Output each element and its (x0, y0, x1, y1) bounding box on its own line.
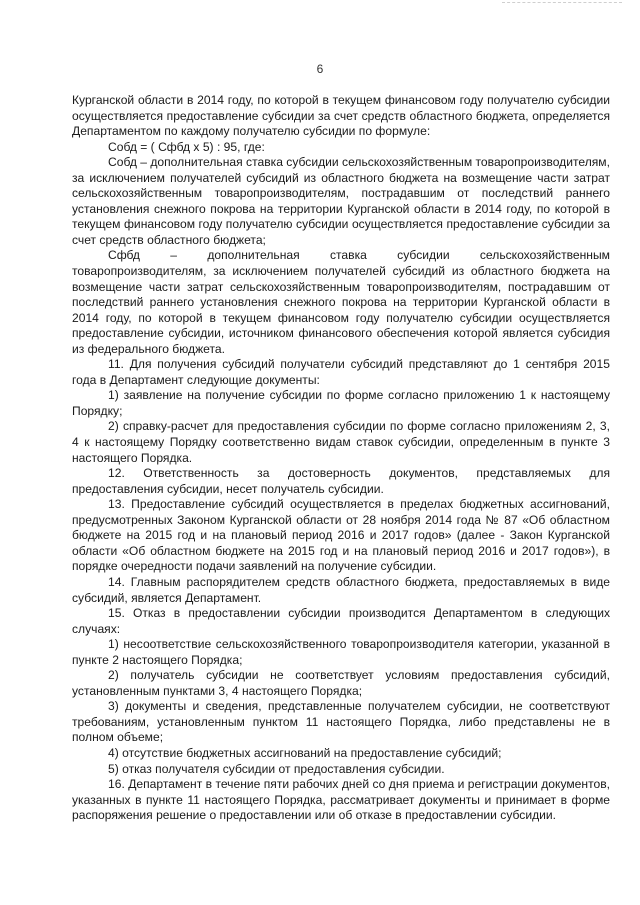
clause-15-item-3: 3) документы и сведения, представленные получателем субсидии, не соответствуют требованиям, установленным пунктом 11 настоящего Порядка, либо представлены не в полном объеме; (72, 699, 610, 745)
document-body (72, 93, 610, 824)
clause-14: 14. Главным распорядителем средств областного бюджета, предоставляемых в виде субсидий, является Департамент. (72, 574, 610, 605)
clause-11-item-1: 1) заявление на получение субсидии по форме согласно приложению 1 к настоящему Порядку; (72, 388, 610, 418)
definition-cobd: Cобд – дополнительная ставка субсидии сельскохозяйственным товаропроизводителям, за исключением получателей субсидий из областного бюджета на возмещение части затрат сельскохозяйственным товаропроизводителям, пострадавшим от последствий раннего установления снежного покрова на территории Курганской области в 2014 году, по которой в текущем финансовом году получателю субсидии осуществляется предоставление субсидии за счет средств областного бюджета; (72, 155, 610, 247)
clause-15-item-4: 4) отсутствие бюджетных ассигнований на предоставление субсидий; (108, 745, 502, 760)
page-number: 6 (316, 62, 324, 76)
clause-11-item-2: 2) справку-расчет для предоставления субсидии по форме согласно приложениям 2, 3, 4 к настоящему Порядку соответственно видам ставок субсидии, определенным в пункте 3 настоящего Порядка. (72, 419, 610, 465)
clause-13: 13. Предоставление субсидий осуществляется в пределах бюджетных ассигнований, предусмотренных Законом Курганской области от 28 ноября 2014 года № 87 «Об областном бюджете на 2015 год и на плановый период 2016 и 2017 годов» (далее - Закон Курганской области «Об областном бюджете на 2015 год и на плановый период 2016 и 2017 годов»), в порядке очередности подачи заявлений на получение субсидии. (72, 497, 610, 574)
clause-15-item-5: 5) отказ получателя субсидии от предоставления субсидии. (108, 761, 445, 776)
clause-11: 11. Для получения субсидий получатели субсидий представляют до 1 сентября 2015 года в Департамент следующие документы: (72, 357, 610, 387)
clause-16: 16. Департамент в течение пяти рабочих дней со дня приема и регистрации документов, указанных в пункте 11 настоящего Порядка, рассматривает документы и принимает в форме распоряжения решение о предоставлении или об отказе в предоставлении субсидии. (72, 777, 610, 823)
paragraph-continuation: Курганской области в 2014 году, по которой в текущем финансовом году получателю субсидии осуществляется предоставление субсидии за счет средств областного бюджета, определяется Департаментом по каждому получателю субсидии по формуле: (72, 93, 610, 139)
clause-15-item-1: 1) несоответствие сельскохозяйственного товаропроизводителя категории, указанной в пункте 2 настоящего Порядка; (72, 637, 610, 667)
scan-artifact (502, 2, 622, 9)
clause-15: 15. Отказ в предоставлении субсидии производится Департаментом в следующих случаях: (72, 606, 610, 636)
definition-cfbd: Cфбд – дополнительная ставка субсидии сельскохозяйственным товаропроизводителям, за исключением получателей субсидий из областного бюджета на возмещение части затрат сельскохозяйственным товаропроизводителям, пострадавшим от последствий раннего установления снежного покрова на территории Курганской области в 2014 году, по которой в текущем финансовом году получателю субсидии осуществляется предоставление субсидии, источником финансового обеспечения которой является субсидия из федерального бюджета. (72, 248, 610, 356)
formula-line: Cобд = ( Cфбд х 5) : 95, где: (108, 139, 265, 154)
clause-12: 12. Ответственность за достоверность документов, представляемых для предоставления субсидии, несет получатель субсидии. (72, 466, 610, 496)
clause-15-item-2: 2) получатель субсидии не соответствует условиям предоставления субсидий, установленным пунктами 3, 4 настоящего Порядка; (72, 668, 610, 698)
